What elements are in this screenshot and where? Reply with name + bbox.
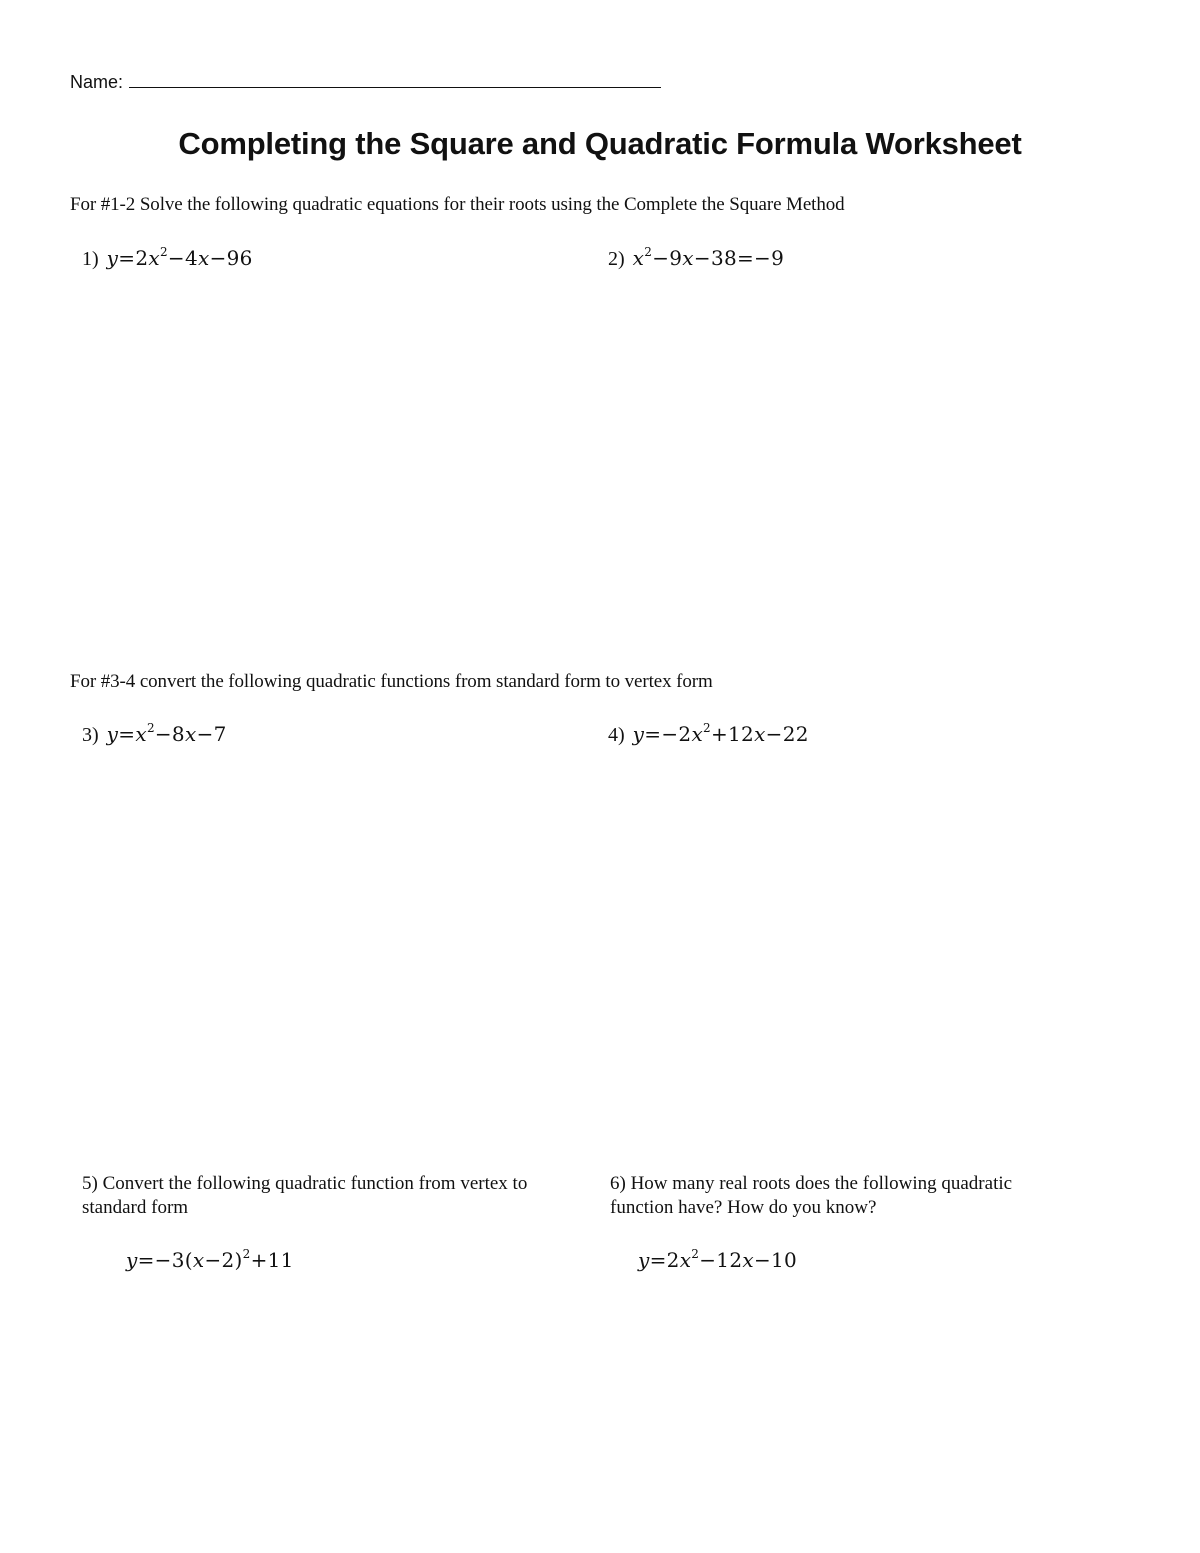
problem-2-equation: $x^2-9x-38=-9$ xyxy=(632,245,785,270)
question-5-text: 5) Convert the following quadratic function from vertex to standard form xyxy=(82,1173,528,1218)
worksheet-title: Completing the Square and Quadratic Formula Worksheet xyxy=(178,126,1022,161)
section1-instruction: For #1-2 Solve the following quadratic equations for their roots using the Complete the Square Method xyxy=(70,194,845,215)
problem-4 xyxy=(608,722,809,747)
problem-3-equation: $y=x^2-8x-7$ xyxy=(106,721,227,746)
problem-number: 3) xyxy=(82,724,99,746)
question-6-text: 6) How many real roots does the following quadratic function have? How do you know? xyxy=(610,1173,1013,1218)
problem-2 xyxy=(608,246,784,271)
problem-1 xyxy=(82,246,253,271)
question-5-equation: $y=-3(x-2)^2+11$ xyxy=(126,1247,294,1272)
name-field-label xyxy=(70,72,661,93)
problem-4-equation: $y=-2x^2+12x-22$ xyxy=(632,721,809,746)
problem-1-equation: $y=2x^2-4x-96$ xyxy=(106,245,253,270)
problem-3 xyxy=(82,722,227,747)
name-blank-line[interactable] xyxy=(129,73,661,88)
problem-number: 4) xyxy=(608,724,625,746)
problem-number: 1) xyxy=(82,248,99,270)
question-6-equation: $y=2x^2-12x-10$ xyxy=(638,1247,798,1272)
name-label: Name: xyxy=(70,72,124,92)
problem-number: 2) xyxy=(608,248,625,270)
section2-instruction: For #3-4 convert the following quadratic functions from standard form to vertex form xyxy=(70,671,713,692)
